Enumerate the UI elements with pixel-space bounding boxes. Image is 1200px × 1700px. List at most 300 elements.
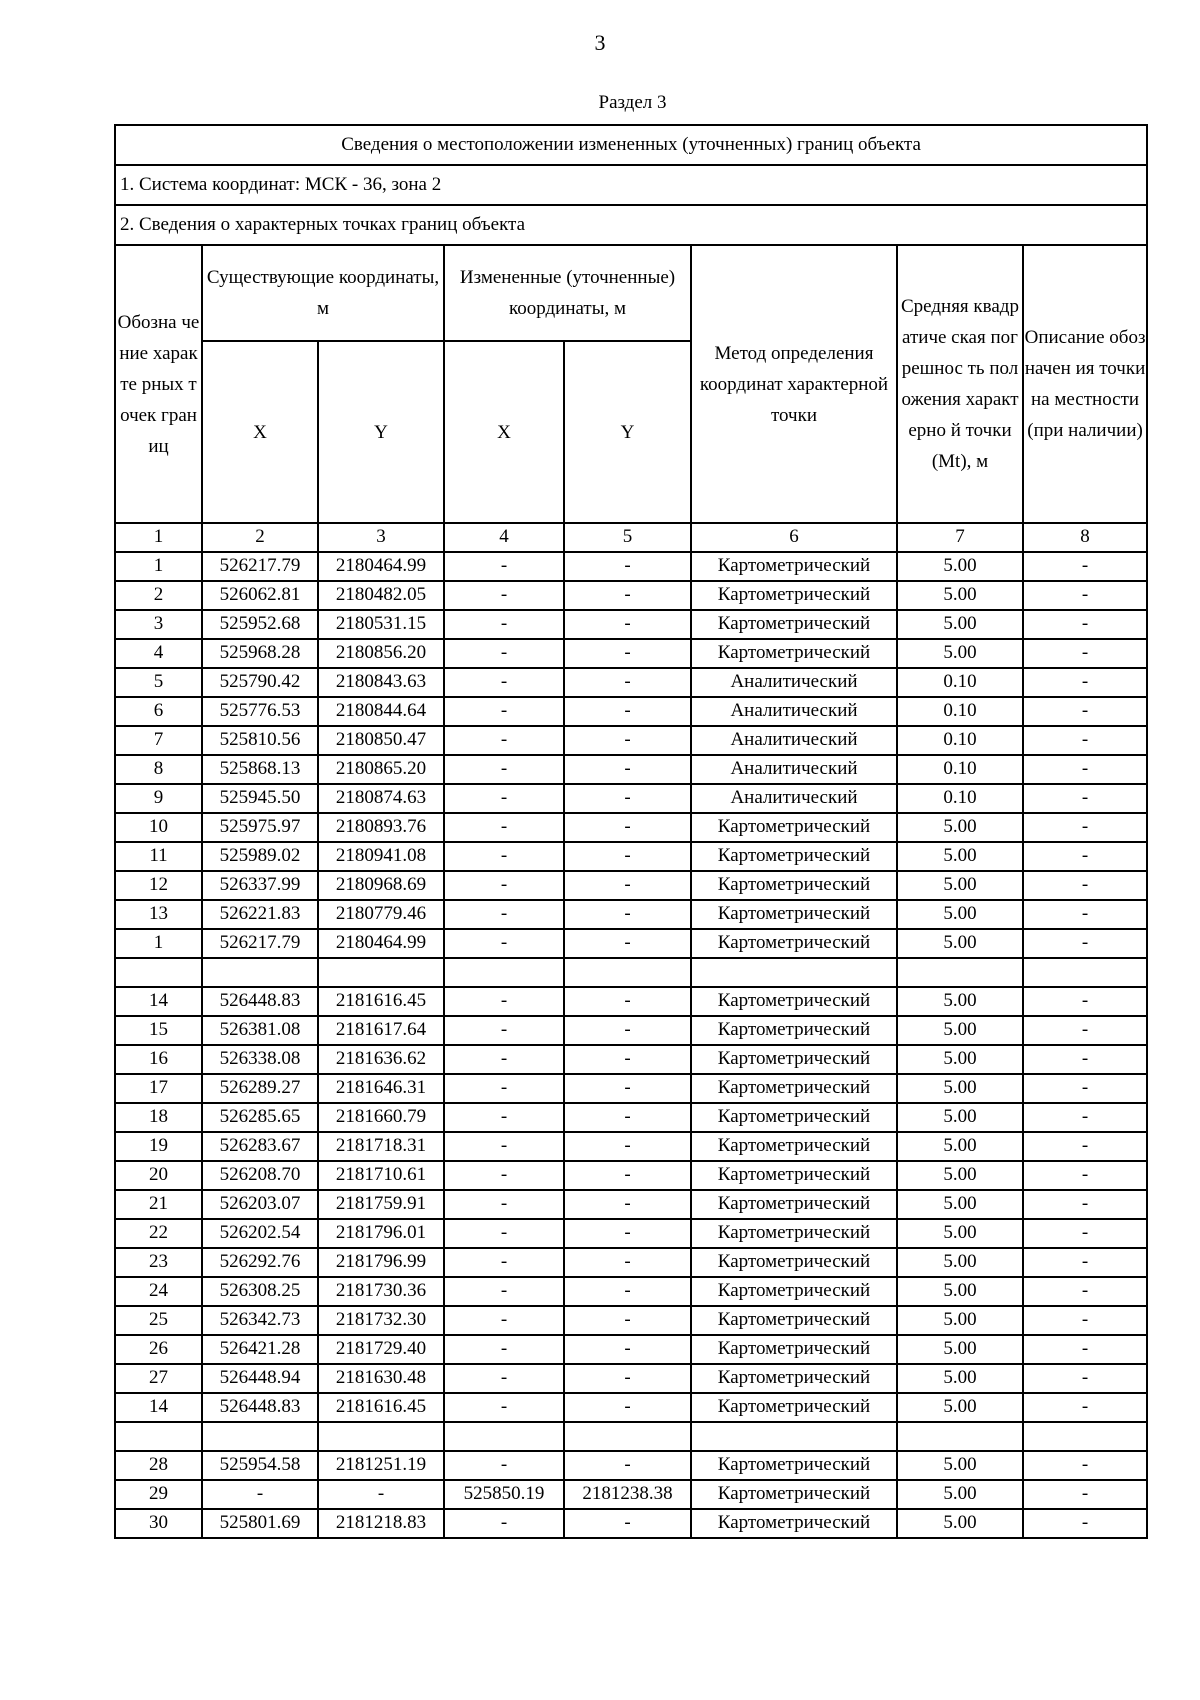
description-cell: -: [1023, 813, 1147, 842]
boundary-points-table: [114, 124, 1148, 1539]
description-cell: [1023, 1422, 1147, 1451]
header-method: Метод определения координат характерной точки: [691, 245, 897, 523]
changed-y-cell: -: [564, 900, 691, 929]
changed-y-cell: -: [564, 1277, 691, 1306]
error-cell: 0.10: [897, 726, 1023, 755]
changed-x-cell: [444, 958, 564, 987]
existing-x-cell: [202, 1422, 318, 1451]
error-cell: 5.00: [897, 1306, 1023, 1335]
description-cell: -: [1023, 1509, 1147, 1538]
changed-x-cell: -: [444, 668, 564, 697]
changed-y-cell: -: [564, 1219, 691, 1248]
error-cell: 0.10: [897, 784, 1023, 813]
method-cell: Картометрический: [691, 1190, 897, 1219]
changed-x-cell: -: [444, 1132, 564, 1161]
point-id-cell: 10: [115, 813, 202, 842]
method-cell: Картометрический: [691, 1480, 897, 1509]
error-cell: 5.00: [897, 610, 1023, 639]
changed-x-cell: -: [444, 1393, 564, 1422]
changed-x-cell: [444, 1422, 564, 1451]
existing-y-cell: 2181796.01: [318, 1219, 444, 1248]
method-cell: Картометрический: [691, 842, 897, 871]
changed-x-cell: -: [444, 1161, 564, 1190]
changed-x-cell: -: [444, 784, 564, 813]
changed-x-cell: -: [444, 1306, 564, 1335]
changed-x-cell: -: [444, 1103, 564, 1132]
existing-x-cell: 526208.70: [202, 1161, 318, 1190]
point-id-cell: 15: [115, 1016, 202, 1045]
description-cell: -: [1023, 1248, 1147, 1277]
existing-y-cell: -: [318, 1480, 444, 1509]
error-cell: 5.00: [897, 1045, 1023, 1074]
existing-y-cell: 2180464.99: [318, 552, 444, 581]
point-id-cell: 17: [115, 1074, 202, 1103]
existing-x-cell: 525954.58: [202, 1451, 318, 1480]
point-id-cell: [115, 958, 202, 987]
error-cell: 5.00: [897, 1451, 1023, 1480]
description-cell: -: [1023, 610, 1147, 639]
table-row: [115, 697, 1147, 726]
error-cell: 0.10: [897, 668, 1023, 697]
existing-x-cell: 526285.65: [202, 1103, 318, 1132]
changed-y-cell: -: [564, 1248, 691, 1277]
description-cell: -: [1023, 1335, 1147, 1364]
changed-x-cell: -: [444, 1190, 564, 1219]
changed-x-cell: 525850.19: [444, 1480, 564, 1509]
existing-x-cell: 526342.73: [202, 1306, 318, 1335]
existing-y-cell: 2180843.63: [318, 668, 444, 697]
changed-y-cell: -: [564, 1335, 691, 1364]
existing-x-cell: 526448.94: [202, 1364, 318, 1393]
changed-y-cell: -: [564, 1016, 691, 1045]
description-cell: -: [1023, 1451, 1147, 1480]
table-title: Сведения о местоположении измененных (уточненных) границ объекта: [115, 125, 1147, 165]
point-id-cell: 27: [115, 1364, 202, 1393]
existing-x-cell: 526338.08: [202, 1045, 318, 1074]
changed-x-cell: -: [444, 755, 564, 784]
existing-x-cell: 526062.81: [202, 581, 318, 610]
changed-x-cell: -: [444, 1074, 564, 1103]
existing-y-cell: 2181617.64: [318, 1016, 444, 1045]
table-row: [115, 900, 1147, 929]
column-number: 6: [691, 523, 897, 552]
changed-y-cell: 2181238.38: [564, 1480, 691, 1509]
error-cell: 5.00: [897, 639, 1023, 668]
existing-y-cell: 2181251.19: [318, 1451, 444, 1480]
existing-x-cell: -: [202, 1480, 318, 1509]
header-existing-y: Y: [318, 341, 444, 523]
header-existing-x: X: [202, 341, 318, 523]
header-changed-y: Y: [564, 341, 691, 523]
description-cell: -: [1023, 1393, 1147, 1422]
description-cell: -: [1023, 639, 1147, 668]
changed-y-cell: -: [564, 1045, 691, 1074]
existing-x-cell: 526448.83: [202, 1393, 318, 1422]
error-cell: [897, 1422, 1023, 1451]
existing-x-cell: 525975.97: [202, 813, 318, 842]
table-row: [115, 1306, 1147, 1335]
point-id-cell: 7: [115, 726, 202, 755]
error-cell: 5.00: [897, 813, 1023, 842]
column-number: 5: [564, 523, 691, 552]
method-cell: Картометрический: [691, 929, 897, 958]
error-cell: 5.00: [897, 1219, 1023, 1248]
method-cell: Картометрический: [691, 1393, 897, 1422]
description-cell: -: [1023, 1277, 1147, 1306]
error-cell: 5.00: [897, 871, 1023, 900]
error-cell: 5.00: [897, 1364, 1023, 1393]
point-id-cell: 25: [115, 1306, 202, 1335]
header-changed-coordinates: Измененные (уточненные) координаты, м: [444, 245, 691, 341]
point-id-cell: 3: [115, 610, 202, 639]
table-row: [115, 1016, 1147, 1045]
existing-y-cell: 2180844.64: [318, 697, 444, 726]
changed-y-cell: -: [564, 1364, 691, 1393]
method-cell: Картометрический: [691, 581, 897, 610]
existing-x-cell: 525952.68: [202, 610, 318, 639]
existing-y-cell: 2181710.61: [318, 1161, 444, 1190]
changed-x-cell: -: [444, 581, 564, 610]
table-row: [115, 1248, 1147, 1277]
changed-x-cell: -: [444, 929, 564, 958]
description-cell: -: [1023, 1074, 1147, 1103]
description-cell: -: [1023, 668, 1147, 697]
description-cell: -: [1023, 697, 1147, 726]
changed-y-cell: -: [564, 1132, 691, 1161]
changed-y-cell: -: [564, 668, 691, 697]
changed-x-cell: -: [444, 1045, 564, 1074]
existing-x-cell: 526283.67: [202, 1132, 318, 1161]
table-separator-row: [115, 1422, 1147, 1451]
point-id-cell: 8: [115, 755, 202, 784]
point-id-cell: 22: [115, 1219, 202, 1248]
existing-y-cell: 2181646.31: [318, 1074, 444, 1103]
existing-y-cell: 2180856.20: [318, 639, 444, 668]
table-row: [115, 1190, 1147, 1219]
existing-y-cell: 2181616.45: [318, 987, 444, 1016]
existing-x-cell: 526381.08: [202, 1016, 318, 1045]
existing-x-cell: [202, 958, 318, 987]
changed-y-cell: -: [564, 1393, 691, 1422]
description-cell: -: [1023, 987, 1147, 1016]
changed-x-cell: -: [444, 552, 564, 581]
changed-y-cell: -: [564, 552, 691, 581]
description-cell: -: [1023, 755, 1147, 784]
existing-y-cell: 2181630.48: [318, 1364, 444, 1393]
existing-y-cell: [318, 958, 444, 987]
changed-y-cell: -: [564, 726, 691, 755]
table-row: [115, 668, 1147, 697]
table-row: [115, 1451, 1147, 1480]
table-row: [115, 1509, 1147, 1538]
method-cell: Картометрический: [691, 552, 897, 581]
existing-x-cell: 525776.53: [202, 697, 318, 726]
column-number: 4: [444, 523, 564, 552]
error-cell: 0.10: [897, 697, 1023, 726]
method-cell: Картометрический: [691, 1277, 897, 1306]
existing-y-cell: 2180464.99: [318, 929, 444, 958]
table-row: [115, 1045, 1147, 1074]
description-cell: -: [1023, 784, 1147, 813]
changed-x-cell: -: [444, 900, 564, 929]
method-cell: Картометрический: [691, 1219, 897, 1248]
description-cell: -: [1023, 1306, 1147, 1335]
changed-y-cell: -: [564, 610, 691, 639]
existing-y-cell: 2181636.62: [318, 1045, 444, 1074]
section-title: Раздел 3: [598, 92, 667, 113]
existing-y-cell: 2180482.05: [318, 581, 444, 610]
table-row: [115, 639, 1147, 668]
existing-x-cell: 526421.28: [202, 1335, 318, 1364]
error-cell: 5.00: [897, 987, 1023, 1016]
point-id-cell: 1: [115, 929, 202, 958]
point-id-cell: 14: [115, 987, 202, 1016]
point-id-cell: 30: [115, 1509, 202, 1538]
column-number: 8: [1023, 523, 1147, 552]
changed-x-cell: -: [444, 697, 564, 726]
point-id-cell: 18: [115, 1103, 202, 1132]
method-cell: Аналитический: [691, 755, 897, 784]
method-cell: Картометрический: [691, 871, 897, 900]
method-cell: Картометрический: [691, 900, 897, 929]
error-cell: 5.00: [897, 1480, 1023, 1509]
description-cell: [1023, 958, 1147, 987]
point-id-cell: 19: [115, 1132, 202, 1161]
method-cell: Аналитический: [691, 697, 897, 726]
error-cell: 5.00: [897, 1509, 1023, 1538]
changed-x-cell: -: [444, 639, 564, 668]
method-cell: Картометрический: [691, 813, 897, 842]
description-cell: -: [1023, 871, 1147, 900]
changed-y-cell: -: [564, 1509, 691, 1538]
point-id-cell: 20: [115, 1161, 202, 1190]
method-cell: Картометрический: [691, 639, 897, 668]
changed-y-cell: -: [564, 1161, 691, 1190]
method-cell: Картометрический: [691, 1248, 897, 1277]
method-cell: Картометрический: [691, 987, 897, 1016]
changed-y-cell: -: [564, 581, 691, 610]
changed-y-cell: -: [564, 697, 691, 726]
method-cell: Картометрический: [691, 1161, 897, 1190]
existing-x-cell: 525945.50: [202, 784, 318, 813]
point-id-cell: 26: [115, 1335, 202, 1364]
existing-x-cell: 526221.83: [202, 900, 318, 929]
existing-x-cell: 525968.28: [202, 639, 318, 668]
existing-y-cell: 2181729.40: [318, 1335, 444, 1364]
changed-y-cell: [564, 958, 691, 987]
table-row: [115, 987, 1147, 1016]
error-cell: 5.00: [897, 929, 1023, 958]
header-error: Средняя квадратиче ская погрешнос ть положения характерно й точки (Mt), м: [897, 245, 1023, 523]
method-cell: [691, 958, 897, 987]
error-cell: 5.00: [897, 1190, 1023, 1219]
changed-y-cell: -: [564, 813, 691, 842]
table-row: [115, 1335, 1147, 1364]
changed-x-cell: -: [444, 1509, 564, 1538]
header-description: Описание обозначен ия точки на местности (при наличии): [1023, 245, 1147, 523]
point-id-cell: 5: [115, 668, 202, 697]
method-cell: Картометрический: [691, 1074, 897, 1103]
description-cell: -: [1023, 1132, 1147, 1161]
description-cell: -: [1023, 552, 1147, 581]
method-cell: Аналитический: [691, 784, 897, 813]
description-cell: -: [1023, 1103, 1147, 1132]
error-cell: 5.00: [897, 842, 1023, 871]
point-id-cell: 24: [115, 1277, 202, 1306]
method-cell: Картометрический: [691, 1103, 897, 1132]
existing-x-cell: 526217.79: [202, 552, 318, 581]
point-id-cell: 11: [115, 842, 202, 871]
description-cell: -: [1023, 842, 1147, 871]
existing-y-cell: 2181218.83: [318, 1509, 444, 1538]
table-row: [115, 842, 1147, 871]
points-header: 2. Сведения о характерных точках границ объекта: [115, 205, 1147, 245]
existing-y-cell: 2180850.47: [318, 726, 444, 755]
existing-x-cell: 525868.13: [202, 755, 318, 784]
existing-y-cell: 2181796.99: [318, 1248, 444, 1277]
existing-x-cell: 526292.76: [202, 1248, 318, 1277]
existing-y-cell: [318, 1422, 444, 1451]
point-id-cell: 12: [115, 871, 202, 900]
error-cell: 5.00: [897, 1393, 1023, 1422]
changed-x-cell: -: [444, 842, 564, 871]
page-number: 3: [594, 30, 606, 55]
method-cell: [691, 1422, 897, 1451]
description-cell: -: [1023, 1045, 1147, 1074]
existing-y-cell: 2180941.08: [318, 842, 444, 871]
error-cell: [897, 958, 1023, 987]
table-row: [115, 929, 1147, 958]
method-cell: Картометрический: [691, 1016, 897, 1045]
table-row: [115, 1161, 1147, 1190]
point-id-cell: 9: [115, 784, 202, 813]
point-id-cell: [115, 1422, 202, 1451]
description-cell: -: [1023, 929, 1147, 958]
column-number: 7: [897, 523, 1023, 552]
table-row: [115, 1277, 1147, 1306]
error-cell: 5.00: [897, 1161, 1023, 1190]
header-existing-coordinates: Существующие координаты, м: [202, 245, 444, 341]
existing-y-cell: 2180968.69: [318, 871, 444, 900]
error-cell: 5.00: [897, 1016, 1023, 1045]
error-cell: 0.10: [897, 755, 1023, 784]
changed-x-cell: -: [444, 1335, 564, 1364]
description-cell: -: [1023, 900, 1147, 929]
coordinate-system: 1. Система координат: МСК - 36, зона 2: [115, 165, 1147, 205]
header-changed-x: X: [444, 341, 564, 523]
changed-x-cell: -: [444, 610, 564, 639]
method-cell: Картометрический: [691, 610, 897, 639]
changed-x-cell: -: [444, 871, 564, 900]
method-cell: Картометрический: [691, 1132, 897, 1161]
table-separator-row: [115, 958, 1147, 987]
description-cell: -: [1023, 1190, 1147, 1219]
table-row: [115, 755, 1147, 784]
changed-y-cell: -: [564, 1103, 691, 1132]
error-cell: 5.00: [897, 900, 1023, 929]
existing-x-cell: 525801.69: [202, 1509, 318, 1538]
table-row: [115, 1393, 1147, 1422]
table-row: [115, 610, 1147, 639]
changed-x-cell: -: [444, 987, 564, 1016]
changed-y-cell: -: [564, 784, 691, 813]
changed-y-cell: -: [564, 1451, 691, 1480]
point-id-cell: 23: [115, 1248, 202, 1277]
error-cell: 5.00: [897, 1074, 1023, 1103]
table-row: [115, 784, 1147, 813]
existing-y-cell: 2181660.79: [318, 1103, 444, 1132]
table-row: [115, 813, 1147, 842]
method-cell: Картометрический: [691, 1509, 897, 1538]
existing-x-cell: 526203.07: [202, 1190, 318, 1219]
method-cell: Картометрический: [691, 1364, 897, 1393]
existing-y-cell: 2180531.15: [318, 610, 444, 639]
method-cell: Картометрический: [691, 1335, 897, 1364]
description-cell: -: [1023, 1364, 1147, 1393]
changed-x-cell: -: [444, 1277, 564, 1306]
changed-x-cell: -: [444, 1248, 564, 1277]
existing-y-cell: 2181718.31: [318, 1132, 444, 1161]
point-id-cell: 1: [115, 552, 202, 581]
existing-x-cell: 526448.83: [202, 987, 318, 1016]
error-cell: 5.00: [897, 552, 1023, 581]
point-id-cell: 29: [115, 1480, 202, 1509]
existing-x-cell: 525810.56: [202, 726, 318, 755]
existing-x-cell: 526289.27: [202, 1074, 318, 1103]
changed-y-cell: -: [564, 987, 691, 1016]
table-row: [115, 1219, 1147, 1248]
changed-y-cell: -: [564, 1074, 691, 1103]
changed-y-cell: -: [564, 755, 691, 784]
column-number: 2: [202, 523, 318, 552]
existing-y-cell: 2180865.20: [318, 755, 444, 784]
point-id-cell: 4: [115, 639, 202, 668]
description-cell: -: [1023, 1161, 1147, 1190]
changed-y-cell: -: [564, 871, 691, 900]
changed-x-cell: -: [444, 726, 564, 755]
existing-x-cell: 526308.25: [202, 1277, 318, 1306]
method-cell: Аналитический: [691, 668, 897, 697]
existing-y-cell: 2181732.30: [318, 1306, 444, 1335]
table-row: [115, 871, 1147, 900]
changed-x-cell: -: [444, 1451, 564, 1480]
method-cell: Картометрический: [691, 1306, 897, 1335]
changed-y-cell: -: [564, 929, 691, 958]
existing-y-cell: 2181730.36: [318, 1277, 444, 1306]
column-number: 3: [318, 523, 444, 552]
table-row: [115, 726, 1147, 755]
table-row: [115, 1103, 1147, 1132]
method-cell: Картометрический: [691, 1451, 897, 1480]
error-cell: 5.00: [897, 1277, 1023, 1306]
error-cell: 5.00: [897, 581, 1023, 610]
existing-x-cell: 525790.42: [202, 668, 318, 697]
method-cell: Картометрический: [691, 1045, 897, 1074]
existing-y-cell: 2180874.63: [318, 784, 444, 813]
changed-y-cell: -: [564, 842, 691, 871]
changed-x-cell: -: [444, 1016, 564, 1045]
existing-y-cell: 2181759.91: [318, 1190, 444, 1219]
existing-x-cell: 525989.02: [202, 842, 318, 871]
existing-y-cell: 2180779.46: [318, 900, 444, 929]
point-id-cell: 14: [115, 1393, 202, 1422]
table-row: [115, 1074, 1147, 1103]
error-cell: 5.00: [897, 1335, 1023, 1364]
description-cell: -: [1023, 726, 1147, 755]
changed-x-cell: -: [444, 813, 564, 842]
description-cell: -: [1023, 1016, 1147, 1045]
point-id-cell: 21: [115, 1190, 202, 1219]
